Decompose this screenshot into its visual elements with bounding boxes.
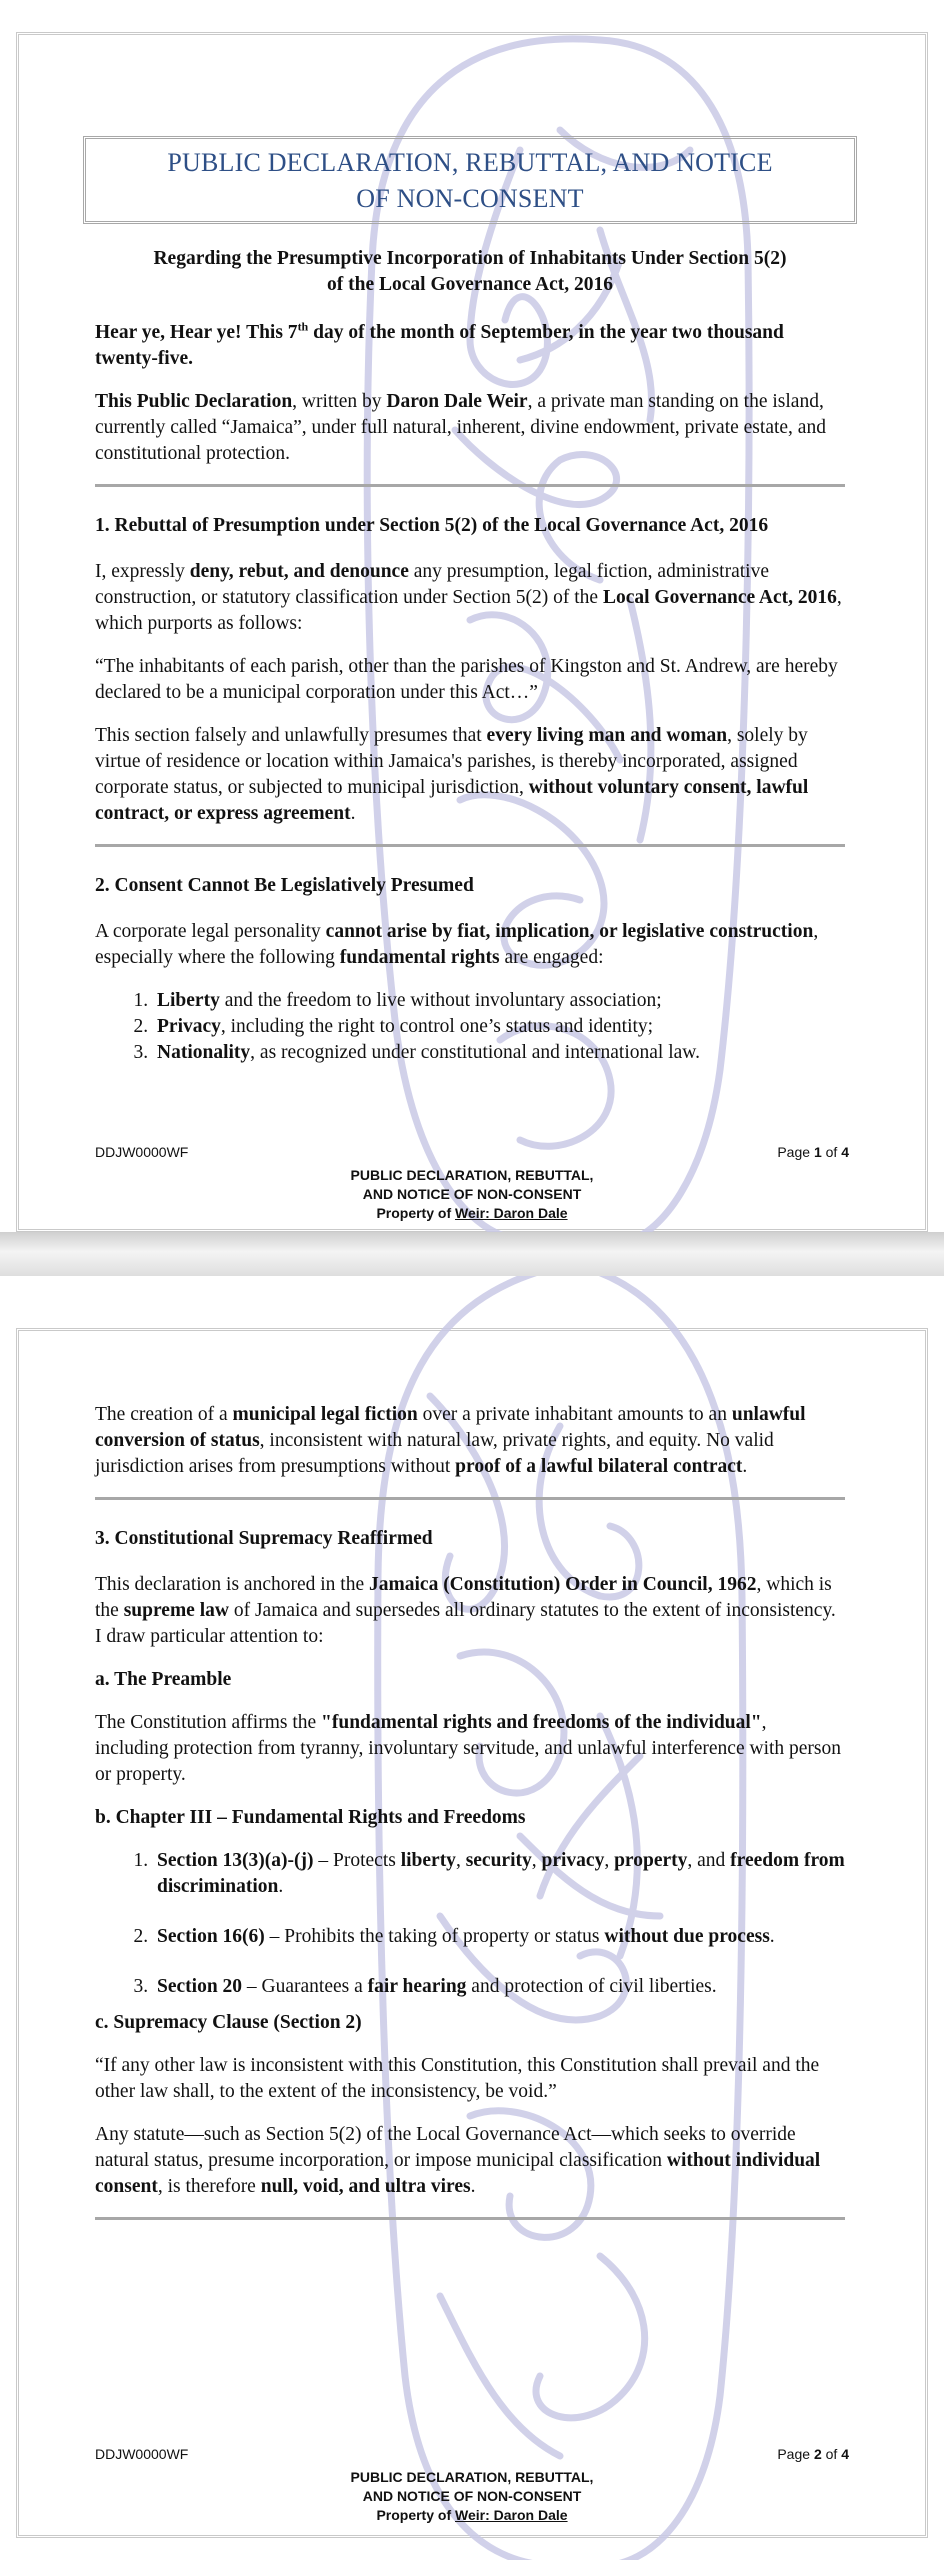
subsection-a-heading: a. The Preamble: [95, 1669, 232, 1690]
footer-doc-id: DDJW0000WF: [95, 2446, 189, 2462]
list-item: 3. Nationality, as recognized under constitutional and international law.: [153, 1040, 845, 1066]
document-subtitle: Regarding the Presumptive Incorporation of Inhabitants Under Section 5(2) of the Local Governance Act, 2016: [153, 248, 787, 295]
declaration-paragraph: This Public Declaration, written by Daron Dale Weir, a private man standing on the island, currently called “Jamaica”, under full natural, inherent, divine endowment, private estate, and constitutional protection.: [95, 391, 826, 464]
chapter-iii-list: [95, 1848, 845, 2000]
section-divider: [95, 844, 845, 847]
rights-list: [95, 988, 845, 1066]
section-1-paragraph: This section falsely and unlawfully presumes that every living man and woman, solely by virtue of residence or location within Jamaica's parishes, is thereby incorporated, assigned corporate status, or subjected to municipal jurisdiction, without voluntary consent, lawful contract, or express agreement.: [95, 725, 809, 824]
preamble-paragraph: The Constitution affirms the "fundamental rights and freedoms of the individual", including protection from tyranny, involuntary servitude, and unlawful interference with person or property.: [95, 1712, 842, 1785]
hear-ye-paragraph: Hear ye, Hear ye! This 7th day of the month of September, in the year two thousand twenty-five.: [95, 319, 784, 369]
document-title: PUBLIC DECLARATION, REBUTTAL, AND NOTICE OF NON-CONSENT: [83, 136, 857, 224]
continuation-paragraph: The creation of a municipal legal fiction over a private inhabitant amounts to an unlawful conversion of status, inconsistent with natural law, private rights, and equity. No valid jurisdiction arises from presumptions without proof of a lawful bilateral contract.: [95, 1404, 806, 1477]
section-3-paragraph: This declaration is anchored in the Jamaica (Constitution) Order in Council, 1962, which is the supreme law of Jamaica and supersedes all ordinary statutes to the extent of inconsistency. I draw particular attention to:: [95, 1574, 836, 1647]
section-2-paragraph: A corporate legal personality cannot arise by fiat, implication, or legislative construction, especially where the following fundamental rights are engaged:: [95, 921, 819, 968]
footer-page-number: Page 2 of 4: [777, 2446, 849, 2462]
section-1-paragraph: I, expressly deny, rebut, and denounce any presumption, legal fiction, administrative construction, or statutory classification under Section 5(2) of the Local Governance Act, 2016, which purports as follows:: [95, 561, 842, 634]
supremacy-paragraph: Any statute—such as Section 5(2) of the Local Governance Act—which seeks to override natural status, presume incorporation, or impose municipal classification without individual consent, is therefore null, void, and ultra vires.: [95, 2124, 821, 2197]
footer-page-number: Page 1 of 4: [777, 1144, 849, 1160]
footer-center-title: PUBLIC DECLARATION, REBUTTAL, AND NOTICE OF NON-CONSENT Property of Weir: Daron Dale: [350, 2469, 594, 2523]
footer-center-title: PUBLIC DECLARATION, REBUTTAL, AND NOTICE OF NON-CONSENT Property of Weir: Daron Dale: [350, 1167, 594, 1221]
supremacy-quote: “If any other law is inconsistent with this Constitution, this Constitution shall prevail and the other law shall, to the extent of the inconsistency, be void.”: [95, 2055, 820, 2102]
list-item: 1. Section 13(3)(a)-(j) – Protects liberty, security, privacy, property, and freedom from discrimination.: [153, 1848, 845, 1900]
section-divider: [95, 1497, 845, 1500]
list-item: 1. Liberty and the freedom to live without involuntary association;: [153, 988, 845, 1014]
subsection-c-heading: c. Supremacy Clause (Section 2): [95, 2012, 362, 2033]
section-divider: [95, 2217, 845, 2220]
page-1-content: [95, 136, 845, 1076]
section-1-quote: “The inhabitants of each parish, other than the parishes of Kingston and St. Andrew, are hereby declared to be a municipal corporation under this Act…”: [95, 656, 838, 703]
section-divider: [95, 484, 845, 487]
list-item: 2. Privacy, including the right to control one’s status and identity;: [153, 1014, 845, 1040]
list-item: 2. Section 16(6) – Prohibits the taking of property or status without due process.: [153, 1924, 845, 1950]
page-2-content: [95, 1402, 845, 2220]
section-2-heading: 2. Consent Cannot Be Legislatively Presumed: [95, 875, 474, 896]
subsection-b-heading: b. Chapter III – Fundamental Rights and Freedoms: [95, 1807, 526, 1828]
list-item: 3. Section 20 – Guarantees a fair hearing and protection of civil liberties.: [153, 1974, 845, 2000]
section-1-heading: 1. Rebuttal of Presumption under Section 5(2) of the Local Governance Act, 2016: [95, 515, 769, 536]
footer-doc-id: DDJW0000WF: [95, 1144, 189, 1160]
section-3-heading: 3. Constitutional Supremacy Reaffirmed: [95, 1528, 433, 1549]
page-gap: [0, 1232, 944, 1276]
